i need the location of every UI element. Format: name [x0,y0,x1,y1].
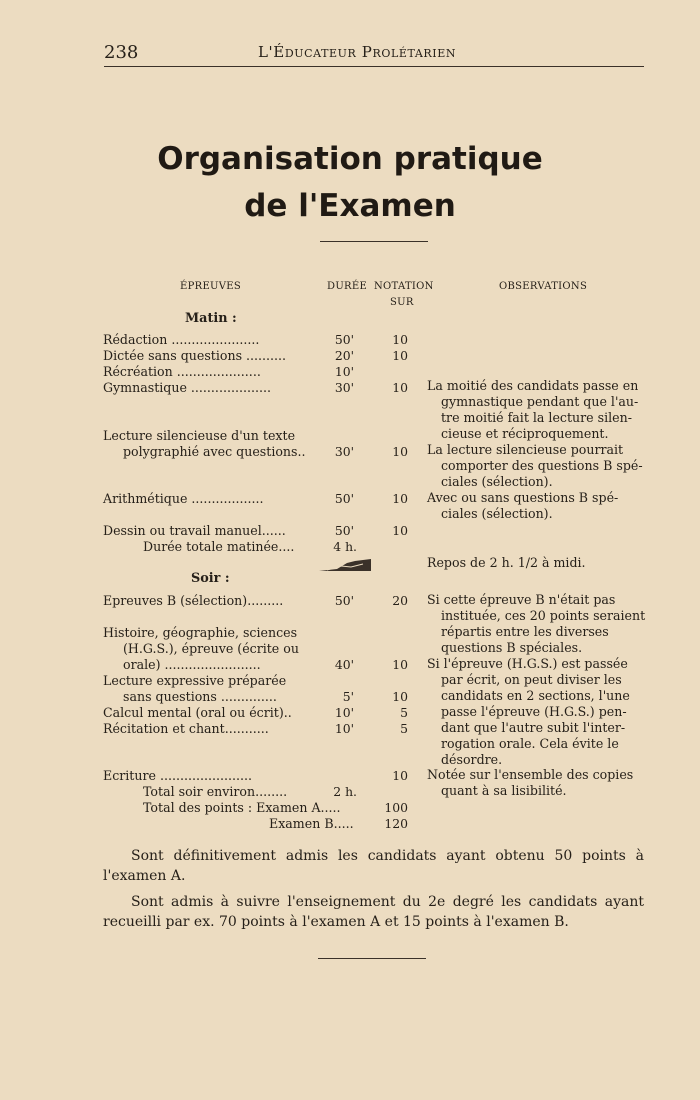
observation-line: candidats en 2 sections, l'une [441,688,630,703]
col-head-epreuves: ÉPREUVES [180,281,242,292]
observation-line: Si cette épreuve B n'était pas [427,592,616,607]
observation-line: ciales (sélection). [441,506,553,521]
observation-line: tre moitié fait la lecture silen- [441,410,632,425]
row-duree: 10' [334,364,354,379]
observation-line: comporter des questions B spé- [441,458,643,473]
observation-line: désordre. [441,752,503,767]
row-label: Récréation ..................... [103,364,261,379]
observation-line: dant que l'autre subit l'inter- [441,720,626,735]
row-label: Ecriture ....................... [103,768,253,783]
row-label: Calcul mental (oral ou écrit).. [103,705,292,720]
observation-line: Repos de 2 h. 1/2 à midi. [427,555,586,570]
row-duree: 50' [334,593,354,608]
paragraph-admission-b: Sont admis à suivre l'enseignement du 2e degré les candidats ayant recueilli par ex. 70 points à l'examen A et 15 points à l'examen B. [103,894,644,930]
row-notation: 120 [384,816,408,831]
observation-line: Notée sur l'ensemble des copies [427,767,634,782]
row-label: (H.G.S.), épreuve (écrite ou [123,641,299,656]
row-label: Total soir environ........ [143,784,288,799]
header-rule [104,66,644,67]
row-label: Durée totale matinée.... [143,539,295,554]
row-duree: 10' [334,705,354,720]
section-matin: Matin : [185,311,237,326]
row-notation: 10 [392,444,408,459]
observation-line: gymnastique pendant que l'au- [441,394,639,409]
col-head-observations: OBSERVATIONS [499,281,588,292]
row-notation: 5 [400,705,408,720]
row-label: Epreuves B (sélection)......... [103,593,284,608]
row-notation: 10 [392,332,408,347]
ornament-vignette [317,557,373,573]
row-duree: 4 h. [333,539,357,554]
col-head-duree: DURÉE [327,281,368,292]
row-label: sans questions .............. [123,689,277,704]
col-head-notation-sur: SUR [390,297,414,308]
row-label: polygraphié avec questions.. [123,444,306,459]
row-label: Gymnastique .................... [103,380,271,395]
running-title: L'Éducateur Prolétarien [258,43,457,61]
row-notation: 10 [392,689,408,704]
row-duree: 30' [334,444,354,459]
row-notation: 10 [392,380,408,395]
col-head-notation: NOTATION [374,281,434,292]
row-label: Dictée sans questions .......... [103,348,287,363]
observation-line: Avec ou sans questions B spé- [427,490,619,505]
title-line-1: Organisation pratique [157,141,543,177]
observation-line: La lecture silencieuse pourrait [427,442,624,457]
row-label: Examen B..... [269,816,354,831]
row-duree: 20' [334,348,354,363]
row-duree: 2 h. [333,784,357,799]
observation-line: quant à sa lisibilité. [441,783,567,798]
observation-line: par écrit, on peut diviser les [441,672,622,687]
row-notation: 100 [384,800,408,815]
row-label: Rédaction ...................... [103,332,260,347]
row-label: Récitation et chant........... [103,721,269,736]
observation-line: ciales (sélection). [441,474,553,489]
observation-line: passe l'épreuve (H.G.S.) pen- [441,704,627,719]
observation-line: questions B spéciales. [441,640,583,655]
row-duree: 50' [334,523,354,538]
row-duree: 30' [334,380,354,395]
observation-line: La moitié des candidats passe en [427,378,639,393]
row-label: Lecture silencieuse d'un texte [103,428,296,443]
observation-line: répartis entre les diverses [441,624,609,639]
row-duree: 10' [334,721,354,736]
row-notation: 5 [400,721,408,736]
row-duree: 5' [342,689,354,704]
title-rule [320,241,428,242]
row-label: Lecture expressive préparée [103,673,287,688]
observation-line: cieuse et réciproquement. [441,426,609,441]
paragraph-admission-a: Sont définitivement admis les candidats ayant obtenu 50 points à l'examen A. [103,848,644,884]
title-line-2: de l'Examen [244,188,456,224]
row-label: Dessin ou travail manuel...... [103,523,286,538]
section-soir: Soir : [191,571,230,586]
page-number: 238 [104,42,139,63]
row-duree: 50' [334,332,354,347]
row-label: Histoire, géographie, sciences [103,625,298,640]
row-label: Total des points : Examen A..... [143,800,341,815]
row-notation: 10 [392,491,408,506]
row-notation: 10 [392,348,408,363]
row-duree: 50' [334,491,354,506]
bottom-rule [318,958,426,959]
observation-line: instituée, ces 20 points seraient [441,608,646,623]
observation-line: rogation orale. Cela évite le [441,736,619,751]
row-notation: 20 [392,593,408,608]
row-duree: 40' [334,657,354,672]
row-label: Arithmétique .................. [103,491,264,506]
observation-line: Si l'épreuve (H.G.S.) est passée [427,656,628,671]
row-notation: 10 [392,768,408,783]
row-notation: 10 [392,657,408,672]
row-notation: 10 [392,523,408,538]
row-label: orale) ........................ [123,657,261,672]
